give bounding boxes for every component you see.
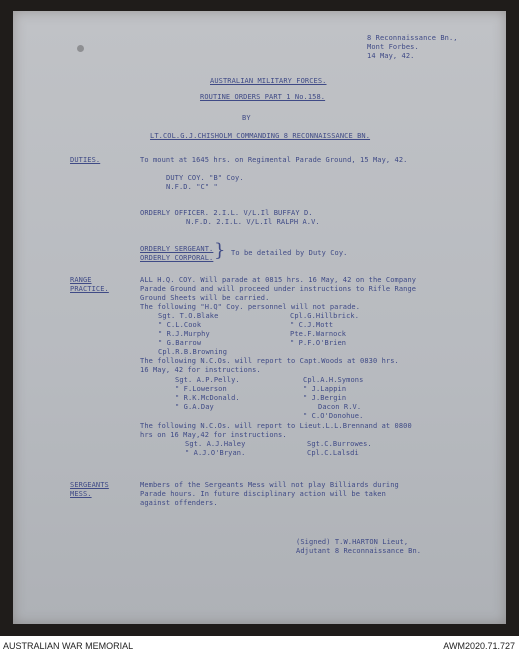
accession-number: AWM2020.71.727: [443, 641, 515, 651]
brace-glyph: }: [214, 240, 226, 261]
name-entry: " R.K.McDonald.: [175, 394, 240, 402]
archive-footer: [0, 636, 519, 653]
document-sheet: [13, 11, 506, 624]
name-entry: " C.L.Cook: [158, 321, 202, 329]
name-entry: Pte.F.Warnock: [290, 330, 347, 338]
range-line: Parade Ground and will proceed under instructions to Rifle Range: [140, 285, 417, 293]
date-line: 14 May, 42.: [367, 52, 415, 60]
force-title: AUSTRALIAN MILITARY FORCES.: [210, 77, 327, 85]
commander-line: LT.COL.G.J.CHISHOLM COMMANDING 8 RECONNAISSANCE BN.: [150, 132, 371, 140]
signature-title: Adjutant 8 Reconnaissance Bn.: [296, 547, 422, 555]
name-entry: Cpl.A.H.Symons: [303, 376, 364, 384]
duty-coy-nfd-line: N.F.D. "C" ": [166, 183, 218, 191]
name-entry: Sgt. A.J.Haley: [185, 440, 246, 448]
name-entry: Sgt.C.Burrowes.: [307, 440, 372, 448]
orderly-officer-nfd-line: N.F.D. 2.I.L. V/L.Il RALPH A.V.: [186, 218, 320, 226]
name-entry: Cpl.R.B.Browning: [158, 348, 228, 356]
name-entry: Cpl.G.Hillbrick.: [290, 312, 360, 320]
mess-line: Parade hours. In future disciplinary action will be taken: [140, 490, 386, 498]
capt-instruction-line: The following N.C.Os. will report to Capt.Woods at 0830 hrs.: [140, 357, 399, 365]
orderly-corporal-label: ORDERLY CORPORAL.: [140, 254, 214, 262]
range-heading: RANGE: [70, 276, 92, 284]
practice-heading: PRACTICE.: [70, 285, 109, 293]
by-line: BY: [242, 114, 251, 122]
archive-name: AUSTRALIAN WAR MEMORIAL: [3, 641, 134, 651]
name-entry: " C.J.Mott: [290, 321, 334, 329]
sergeants-heading: SERGEANTS: [70, 481, 109, 489]
range-line: The following "H.Q" Coy. personnel will not parade.: [140, 303, 361, 311]
capt-instruction-line: 16 May, 42 for instructions.: [140, 366, 261, 374]
punch-hole: [77, 45, 84, 52]
range-line: Ground Sheets will be carried.: [140, 294, 270, 302]
orderly-sergeant-label: ORDERLY SERGEANT.: [140, 245, 214, 253]
range-line: ALL H.Q. COY. Will parade at 0815 hrs. 16 May, 42 on the Company: [140, 276, 417, 284]
name-entry: " G.Barrow: [158, 339, 202, 347]
mount-line: To mount at 1645 hrs. on Regimental Parade Ground, 15 May, 42.: [140, 156, 408, 164]
name-entry: " P.F.O'Brien: [290, 339, 347, 347]
name-entry: Sgt. T.O.Blake: [158, 312, 219, 320]
name-entry: " C.O'Donohue.: [303, 412, 364, 420]
mess-line: against offenders.: [140, 499, 218, 507]
detailed-line: To be detailed by Duty Coy.: [231, 249, 348, 257]
duties-heading: DUTIES.: [70, 156, 101, 164]
name-entry: " J.Lappin: [303, 385, 347, 393]
name-entry: Dacon R.V.: [318, 403, 362, 411]
mess-heading: MESS.: [70, 490, 92, 498]
location-line: Mont Forbes.: [367, 43, 419, 51]
unit-line: 8 Reconnaissance Bn.,: [367, 34, 458, 42]
duty-coy-line: DUTY COY. "B" Coy.: [166, 174, 244, 182]
name-entry: Cpl.C.Lalsdi: [307, 449, 359, 457]
name-entry: " G.A.Day: [175, 403, 214, 411]
name-entry: " A.J.O'Bryan.: [185, 449, 246, 457]
lieut-instruction-line: The following N.C.Os. will report to Lieut.L.L.Brennand at 0800: [140, 422, 412, 430]
name-entry: Sgt. A.P.Pelly.: [175, 376, 240, 384]
mess-line: Members of the Sergeants Mess will not play Billiards during: [140, 481, 399, 489]
signature-line: (Signed) T.W.HARTON Lieut,: [296, 538, 409, 546]
lieut-instruction-line: hrs on 16 May,42 for instructions.: [140, 431, 287, 439]
orders-title: ROUTINE ORDERS PART 1 No.158.: [200, 93, 326, 101]
name-entry: " J.Bergin: [303, 394, 347, 402]
name-entry: " F.Lowerson: [175, 385, 227, 393]
name-entry: " R.J.Murphy: [158, 330, 210, 338]
orderly-officer-line: ORDERLY OFFICER. 2.I.L. V/L.Il BUFFAY D.: [140, 209, 313, 217]
